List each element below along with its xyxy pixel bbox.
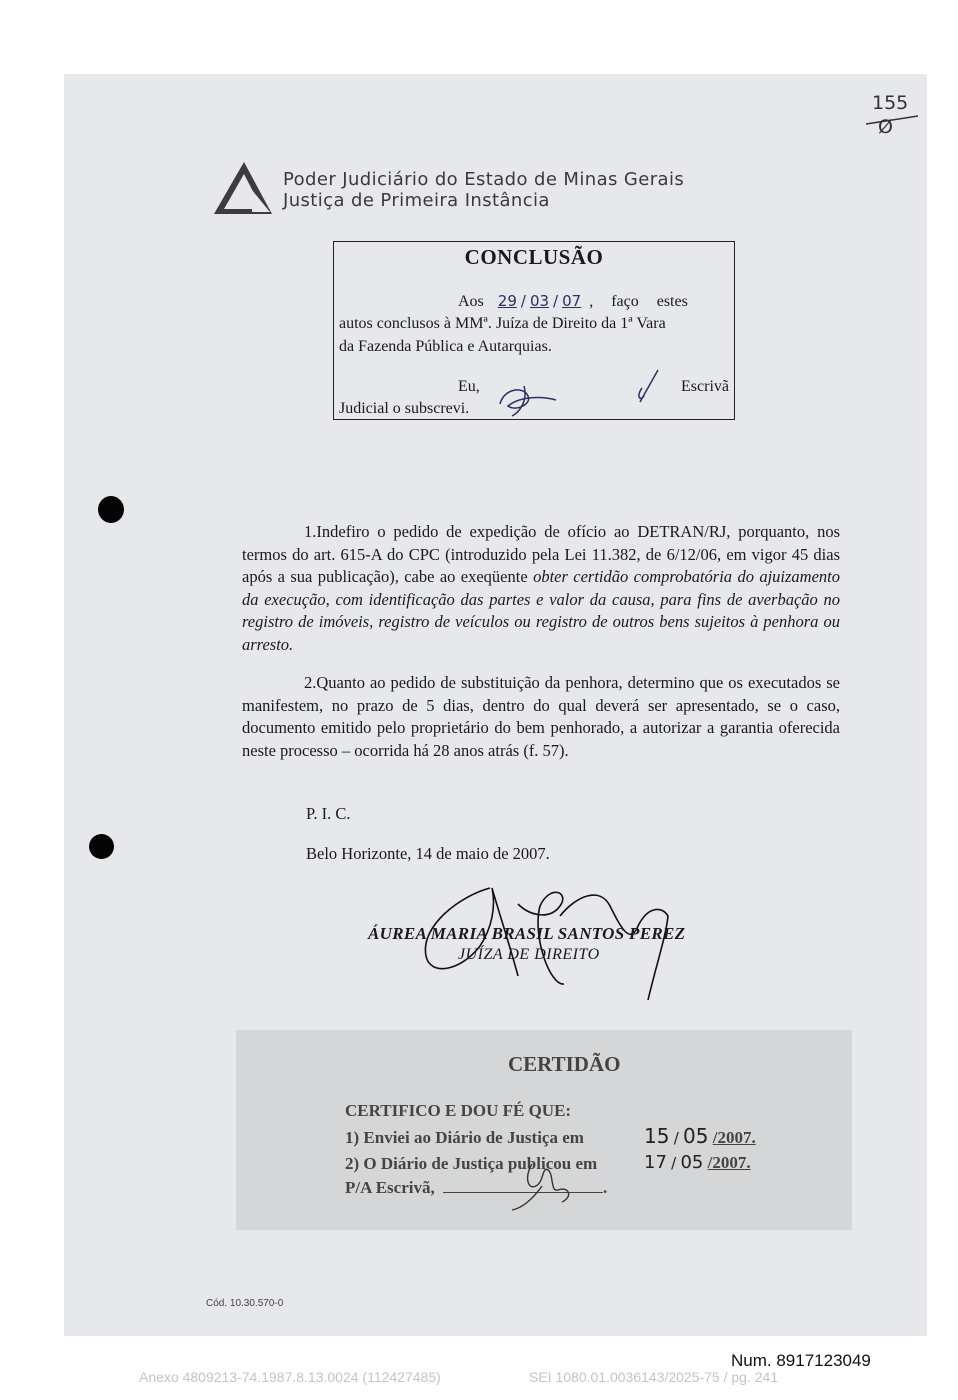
aos-label: Aos: [458, 293, 484, 310]
conclusao-line2: autos conclusos à MMª. Juíza de Direito da 1ª Vara: [339, 315, 666, 332]
paragraph-1-text: 1.Indefiro o pedido de expedição de ofício ao DETRAN/RJ, porquanto, nos termos do art. 615-A do CPC (introduzido pela Lei 11.382, de 6/12/06, em vigor 45 dias após a sua publicação), cabe ao exeqüente: [242, 522, 840, 586]
item-1-line: [345, 1128, 584, 1148]
page-number-top: 155: [872, 92, 909, 114]
court-logo: [212, 160, 274, 216]
document-number: Num. 8917123049: [731, 1351, 871, 1370]
annex-reference: Anexo 4809213-74.1987.8.13.0024 (112427485): [139, 1369, 441, 1385]
clerk-initials: [632, 366, 666, 406]
item-1-day: 15: [644, 1124, 670, 1148]
court-instance: Justiça de Primeira Instância: [283, 190, 550, 211]
escriva-label: Escrivã: [681, 378, 729, 395]
date-day: 29: [497, 292, 517, 310]
conclusao-box: [333, 241, 735, 420]
signatory-title: JUÍZA DE DIREITO: [458, 946, 600, 963]
signatory-name: ÁUREA MARIA BRASIL SANTOS PEREZ: [368, 924, 686, 943]
page-number-stroke: [862, 110, 922, 130]
item-1-date: 15 / 05 /2007.: [644, 1124, 756, 1148]
sei-reference: SEI 1080.01.0036143/2025-75 / pg. 241: [529, 1369, 779, 1385]
item-2-day: 17: [644, 1152, 667, 1173]
court-name: Poder Judiciário do Estado de Minas Gerais: [283, 169, 685, 190]
faco-estes: , faço estes: [589, 293, 688, 310]
clerk-signature: [494, 382, 560, 418]
date-month: 03: [529, 292, 550, 310]
place-date: Belo Horizonte, 14 de maio de 2007.: [306, 844, 550, 863]
date-year: 07: [562, 292, 582, 310]
pa-escriva-line: P/A Escrivã, .: [345, 1178, 608, 1197]
punch-hole: [89, 834, 114, 859]
conclusao-line3: da Fazenda Pública e Autarquias.: [339, 338, 552, 355]
item-2-month: 05: [680, 1152, 704, 1173]
eu-label: Eu,: [458, 378, 480, 395]
page-number-bottom: Ø: [878, 116, 893, 138]
paragraph-1-italic: obter certidão comprobatória do ajuizamento da execução, com identificação das partes e valor da causa, para fins de averbação no registro de imóveis, registro de veículos ou registro de outros bens sujeitos à penhora ou arresto.: [242, 567, 840, 654]
certidao-stamp: [236, 1030, 852, 1230]
judicial-label: Judicial o subscrevi.: [339, 400, 470, 417]
item-2-label: 2) O Diário de Justiça publicou em: [345, 1154, 598, 1173]
item-1-label: 1) Enviei ao Diário de Justiça em: [345, 1128, 584, 1147]
item-1-month: 05: [683, 1124, 709, 1148]
item-1-year: /2007.: [712, 1128, 756, 1147]
conclusao-title: CONCLUSÃO: [464, 245, 604, 269]
conclusao-line1: Aos 29 / 03 / 07 , faço estes: [458, 292, 688, 310]
punch-hole: [98, 496, 124, 523]
paragraph-1: [242, 521, 840, 656]
pa-escriva-label: P/A Escrivã,: [345, 1178, 435, 1197]
form-code: Cód. 10.30.570-0: [206, 1298, 284, 1309]
certidao-signature: [502, 1156, 582, 1214]
certifico-line: CERTIFICO E DOU FÉ QUE:: [345, 1101, 572, 1120]
item-2-date: 17 / 05 /2007.: [644, 1152, 751, 1173]
item-2-year: /2007.: [707, 1153, 751, 1172]
court-header: [283, 169, 684, 211]
pic-line: P. I. C.: [306, 804, 351, 823]
certidao-title: CERTIDÃO: [508, 1052, 621, 1076]
paragraph-2: 2.Quanto ao pedido de substituição da penhora, determino que os executados se manifestem, no prazo de 5 dias, dentro do qual deverá ser apresentado, se o caso, documento emitido pelo proprietário do bem penhorado, a autorizar a garantia oferecida neste processo – ocorrida há 28 anos atrás (f. 57).: [242, 673, 840, 760]
